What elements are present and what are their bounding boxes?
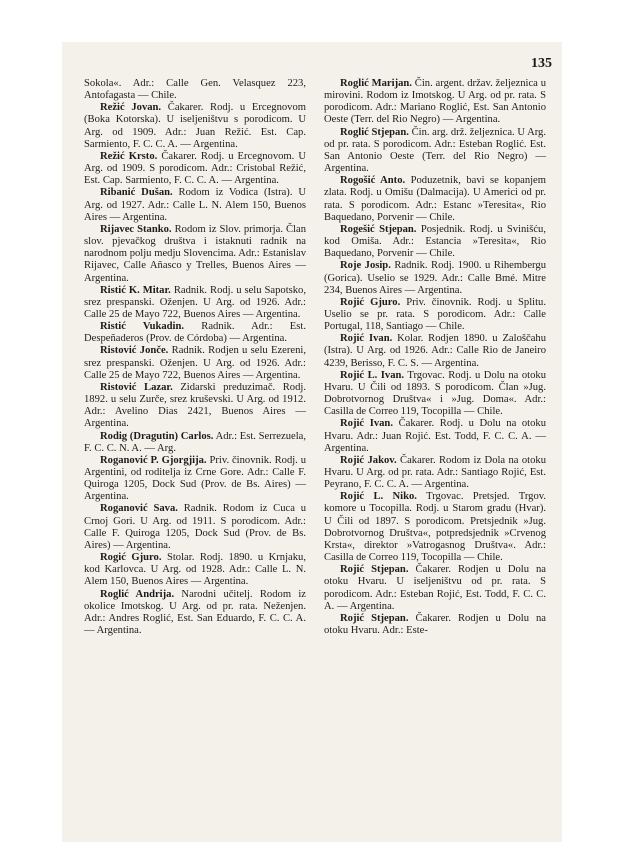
entry-text: Zidarski preduzimač. Rodj. 1892. u selu Zurče, srez kruševski. U Arg. od 1912. Adr.: Avelino Dias 2421, Buenos Aires — Argentina.: [84, 381, 306, 430]
directory-entry: [324, 370, 546, 419]
entry-name: Rojić Jakov.: [340, 454, 397, 466]
entry-name: Ristić Vukadin.: [100, 321, 185, 333]
entry-text: Posjednik. Rodj. u Svinišću, kod Omiša. Adr.: Estancia »Teresita«, Rio Baquedano, Porvenir — Chile.: [324, 223, 546, 260]
entry-name: Roganović Sava.: [100, 503, 178, 515]
left-column: [84, 78, 306, 637]
directory-entry: [84, 382, 306, 431]
directory-entry: [324, 175, 546, 224]
directory-entry: [84, 589, 306, 638]
entry-text: Čin. argent. držav. željeznica u mirovini. Rodom iz Imotskog. U Arg. od pr. rata. S porodicom. Adr.: Mariano Roglić, Est. San Antonio Oeste (Terr. del Rio Negro) — Argentina.: [324, 78, 546, 126]
directory-entry: [84, 285, 306, 321]
entry-name: Rijavec Stanko.: [100, 223, 172, 235]
entry-name: Rojić L. Ivan.: [340, 369, 405, 381]
entry-name: Ristić K. Mitar.: [100, 284, 171, 296]
entry-text: Čakarer. Rodj. u Ercegnovom (Boka Kotorska). U iseljeništvu s porodicom. U Arg. od 1909. Adr.: Juan Režić. Est. Cap. Sarmiento, F. C. C. A. — Argentina.: [84, 102, 307, 150]
directory-entry: [324, 418, 546, 454]
entry-name: Režić Jovan.: [100, 102, 162, 114]
entry-text: Radnik. Adr.: Est. Despeñaderos (Prov. de Córdoba) — Argentina.: [84, 321, 306, 345]
directory-entry: [324, 564, 546, 613]
directory-entry: [324, 491, 546, 564]
entry-name: Rojić Stjepan.: [340, 564, 409, 576]
entry-name: Rogić Gjuro.: [100, 552, 162, 564]
entry-name: Rojić Stjepan.: [340, 612, 409, 624]
directory-entry: [84, 78, 306, 102]
entry-text: Radnik. Rodjen u selu Ezereni, srez prespanski. Oženjen. U Arg. od 1926. Adr.: Calle 25 de Mayo 722, Buenos Aires — Argentina.: [84, 345, 306, 381]
directory-entry: [324, 224, 546, 260]
entry-name: Roglić Andrija.: [100, 588, 175, 600]
entry-text: Rodom iz Vodica (Istra). U Arg. od 1927. Adr.: Calle L. N. Alem 150, Buenos Aires — Argentina.: [84, 187, 306, 223]
entry-name: Roje Josip.: [340, 260, 391, 272]
directory-entry: [84, 102, 306, 151]
directory-entry: [324, 260, 546, 296]
entry-name: Rojić Ivan.: [340, 418, 393, 430]
directory-entry: [84, 455, 306, 504]
entry-name: Rodig (Dragutin) Carlos.: [100, 430, 214, 442]
directory-entry: [84, 321, 306, 345]
directory-entry: [84, 503, 306, 552]
entry-text: Čakarer. Rodjen u Dolu na otoku Hvaru. U iseljeništvu od pr. rata. S porodicom. Adr.: Esteban Rojić, Est. Todd, F. C. C. A. — Argentina.: [324, 564, 546, 612]
entry-name: Rojić Gjuro.: [340, 296, 401, 308]
entry-text: Priv. činovnik. Rodj. u Splitu. Uselio se pr. rata. S porodicom. Adr.: Calle Portugal, 118, Santiago — Chile.: [324, 296, 546, 333]
entry-text: Sokola«. Adr.: Calle Gen. Velasquez 223, Antofagasta — Chile.: [84, 78, 306, 102]
directory-entry: [324, 78, 546, 127]
entry-name: Režić Krsto.: [100, 150, 158, 162]
directory-entry: [324, 297, 546, 333]
page-number: 135: [531, 56, 552, 71]
directory-entry: [324, 127, 546, 176]
directory-entry: [84, 552, 306, 588]
directory-entry: [324, 455, 546, 491]
entry-text: Adr.: Est. Serrezuela, F. C. C. N. A. — Arg.: [84, 430, 306, 454]
entry-name: Rojić Ivan.: [340, 333, 393, 345]
entry-name: Ribanić Dušan.: [100, 187, 173, 199]
entry-name: Rogošić Anto.: [340, 175, 406, 187]
entry-name: Rojić L. Niko.: [340, 491, 417, 503]
directory-entry: [324, 333, 546, 369]
right-column: [324, 78, 546, 637]
entry-text: Čakarer. Rodj. u Ercegnovom. U Arg. od 1909. S porodicom. Adr.: Cristobal Režić, Est. Cap. Sarmiento, F. C. C. A. — Argentina.: [84, 150, 306, 187]
entry-name: Ristović Jonče.: [100, 345, 169, 357]
entry-text: Čakarer. Rodjen u Dolu na otoku Hvaru. Adr.: Este-: [324, 612, 546, 637]
entry-text: Čakarer. Rodom iz Dola na otoku Hvaru. U Arg. od pr. rata. Adr.: Santiago Rojić, Est. Peyrano, F. C. C. A. — Argentina.: [324, 454, 546, 491]
entry-name: Roglić Marijan.: [340, 78, 412, 89]
entry-name: Rogešić Stjepan.: [340, 223, 417, 235]
entry-text: Čin. arg. drž. željeznica. U Arg. od pr. rata. S porodicom. Adr.: Esteban Roglić. Est. San Antonio Oeste (Terr. del Rio Negro) — Argentina.: [324, 126, 547, 175]
entry-text: Poduzetnik, bavi se kopanjem zlata. Rodj. u Omišu (Dalmacija). U Americi od pr. rata. S porodicom. Adr.: Estanc »Teresita«, Rio Baquedano, Porvenir — Chile.: [324, 175, 546, 223]
entry-name: Ristović Lazar.: [100, 381, 173, 393]
directory-entry: [84, 187, 306, 223]
directory-entry: [84, 151, 306, 187]
book-page: [62, 42, 562, 842]
directory-entry: [84, 431, 306, 455]
entry-name: Roganović P. Gjorgjija.: [100, 454, 207, 466]
entry-text: Radnik. Rodom iz Cuca u Crnoj Gori. U Arg. od 1911. S porodicom. Adr.: Calle F. Quiroga 1205, Dock Sud (Prov. de Bs. Aires) — Argentina.: [84, 503, 306, 551]
directory-entry: [84, 345, 306, 381]
entry-text: Rodom iz Slov. primorja. Član slov. pjevačkog društva i istaknuti radnik na narodnom polju medju Slovencima. Adr.: Estanislav Rijavec, Calle Añasco y Trelles, Buenos Aires — Argentina.: [84, 223, 306, 284]
entry-text: Radnik. Rodj. 1900. u Rihembergu (Gorica). Uselio se 1929. Adr.: Calle Bmé. Mitre 234, Buenos Aires — Argentina.: [324, 260, 546, 296]
entry-text: Kolar. Rodjen 1890. u Zaloščahu (Istra). U Arg. od 1926. Adr.: Calle Rio de Janeiro 4239, Berisso, F. C. S. — Argentina.: [324, 333, 546, 369]
entry-text: Priv. činovnik. Rodj. u Argentini, od roditelja iz Crne Gore. Adr.: Calle F. Quiroga 1205, Dock Sud (Prov. de Bs. Aires) — Argentina.: [84, 454, 307, 503]
entry-text: Trgovac. Pretsjed. Trgov. komore u Tocopilla. Rodj. u Starom gradu (Hvar). U Čili od 1897. S porodicom. Pretsjednik »Jug. Dobrotvornog Društva«, potpredsjednik »Crvenog Krsta«, direktor »Vatrogasnog Društva«. Adr.: Casilla de Correo 119, Tocopilla — Chile.: [324, 491, 547, 564]
entry-text: Čakarer. Rodj. u Dolu na otoku Hvaru. Adr.: Juan Rojić. Est. Todd, F. C. C. A. — Argentina.: [324, 418, 546, 454]
entry-text: Narodni učitelj. Rodom iz okolice Imotskog. U Arg. od pr. rata. Neženjen. Adr.: Andres Roglić, Est. San Eduardo, F. C. C. A. — Argentina.: [84, 588, 307, 637]
directory-entry: [324, 613, 546, 637]
entry-name: Roglić Stjepan.: [340, 126, 409, 138]
directory-entry: [84, 224, 306, 285]
entry-text: Trgovac. Rodj. u Dolu na otoku Hvaru. U Čili od 1893. S porodicom. Član »Jug. Dobrotvornog Društva« i »Jug. Doma«. Adr.: Casilla de Correo 119, Tocopilla — Chile.: [324, 369, 546, 418]
entry-text: Radnik. Rodj. u selu Sapotsko, srez prespanski. Oženjen. U Arg. od 1926. Adr.: Calle 25 de Mayo 722, Buenos Aires — Argentina.: [84, 284, 306, 320]
entry-text: Stolar. Rodj. 1890. u Krnjaku, kod Karlovca. U Arg. od 1928. Adr.: Calle L. N. Alem 150, Buenos Aires — Argentina.: [84, 552, 306, 588]
